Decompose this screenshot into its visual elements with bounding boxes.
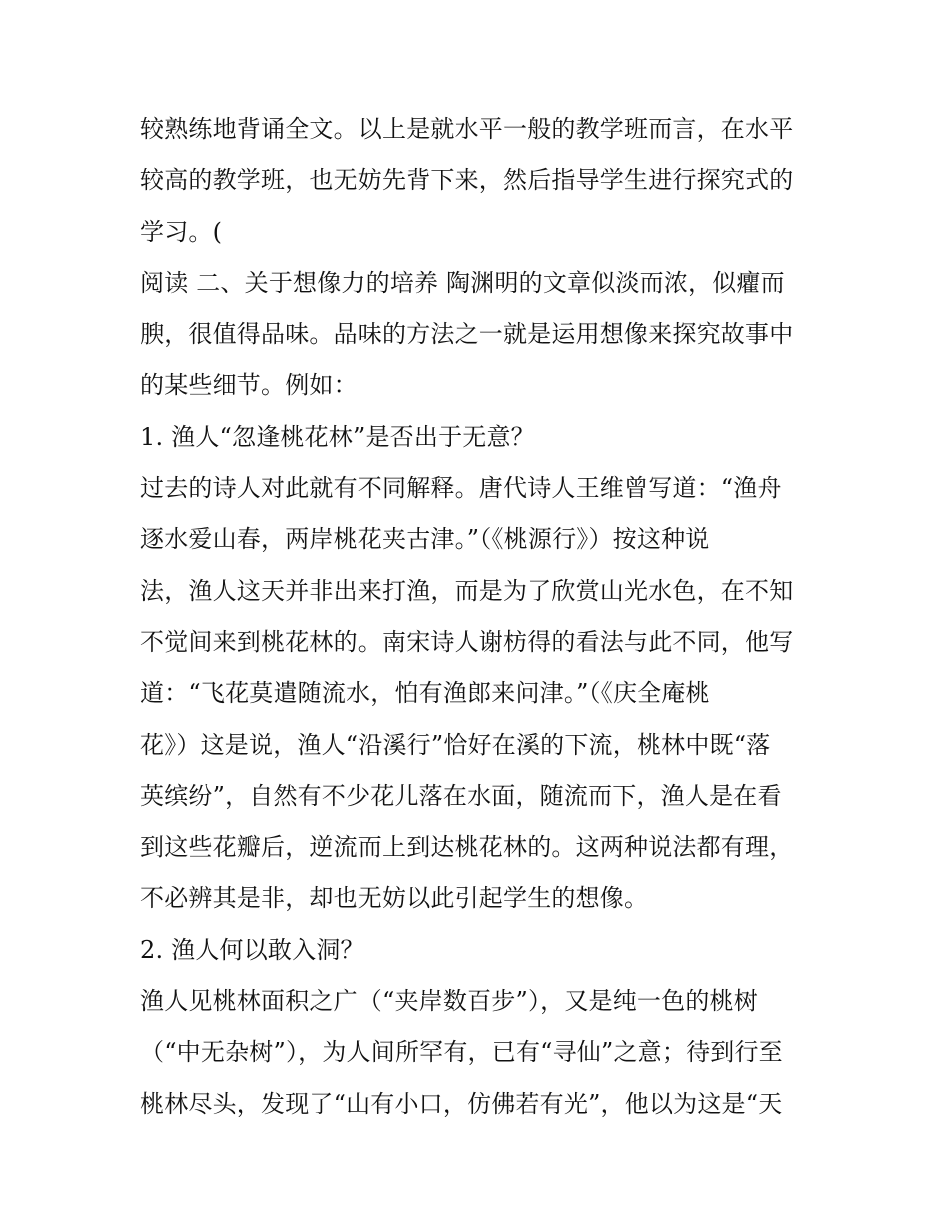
text-line: 过去的诗人对此就有不同解释。唐代诗人王维曾写道：“渔舟 — [140, 474, 782, 503]
text-line: 到这些花瓣后，逆流而上到达桃花林的。这两种说法都有理， — [140, 833, 794, 862]
text-line: 法，渔人这天并非出来打渔，而是为了欣赏山光水色，在不知 — [140, 576, 794, 605]
text-line: 较熟练地背诵全文。以上是就水平一般的教学班而言，在水平 — [140, 115, 794, 143]
numbered-question: 1. 渔人“忽逢桃花林”是否出于无意？ — [140, 422, 535, 451]
text-line: 较高的教学班，也无妨先背下来，然后指导学生进行探究式的 — [140, 166, 794, 195]
text-line: 花》）这是说，渔人“沿溪行”恰好在溪的下流，桃林中既“落 — [140, 730, 771, 759]
text-line: 不觉间来到桃花林的。南宋诗人谢枋得的看法与此不同，他写 — [140, 627, 794, 656]
text-line: （“中无杂树”），为人间所罕有，已有“寻仙”之意；待到行至 — [140, 1038, 783, 1067]
text-line: 桃林尽头，发现了“山有小口，仿佛若有光”，他以为这是“天 — [140, 1089, 783, 1118]
text-line: 不必辨其是非，却也无妨以此引起学生的想像。 — [140, 884, 649, 913]
text-line: 英缤纷”，自然有不少花儿落在水面，随流而下，渔人是在看 — [140, 781, 782, 810]
text-line: 的某些细节。例如： — [140, 371, 358, 400]
text-line: 渔人见桃林面积之广（“夹岸数百步”），又是纯一色的桃树 — [140, 987, 758, 1016]
document-body — [140, 104, 820, 1130]
text-line: 道：“飞花莫遣随流水，怕有渔郎来问津。”（《庆全庵桃 — [140, 679, 710, 708]
numbered-question: 2. 渔人何以敢入洞？ — [140, 935, 365, 964]
text-line: 腴，很值得品味。品味的方法之一就是运用想像来探究故事中 — [140, 320, 794, 349]
text-line: 逐水爱山春，两岸桃花夹古津。”（《桃源行》）按这种说 — [140, 525, 710, 554]
text-line: 学习。( — [140, 217, 223, 246]
text-line: 阅读 二、关于想像力的培养 陶渊明的文章似淡而浓，似癯而 — [140, 268, 785, 297]
